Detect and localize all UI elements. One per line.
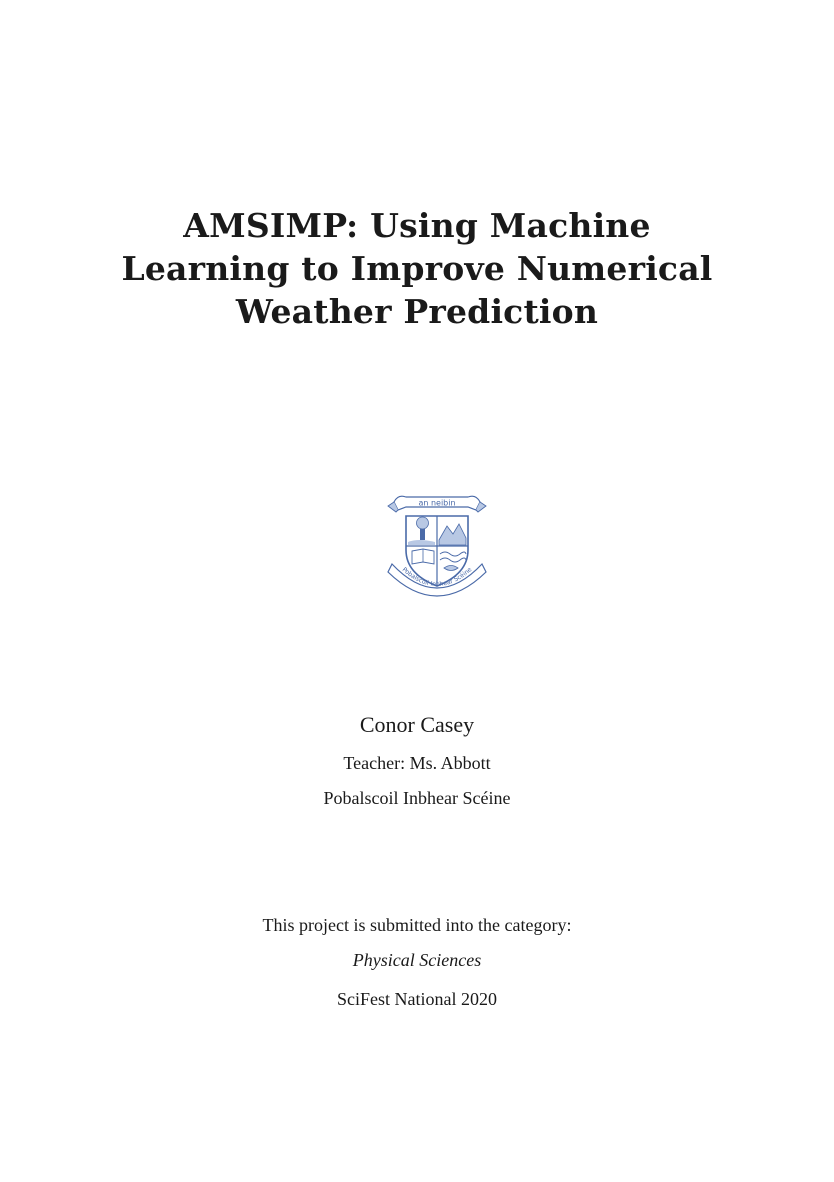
teacher-name: Teacher: Ms. Abbott	[343, 753, 491, 773]
submission-intro: This project is submitted into the category:	[262, 915, 572, 935]
crest-banner-text: an neibin	[418, 498, 456, 508]
title-line-2: Learning to Improve Numerical	[121, 249, 713, 288]
author-name: Conor Casey	[359, 712, 475, 737]
school-name: Pobalscoil Inbhear Scéine	[323, 788, 511, 808]
title-line-3: Weather Prediction	[235, 292, 599, 331]
submission-event: SciFest National 2020	[337, 989, 497, 1009]
school-crest-logo	[384, 488, 490, 608]
crest-arc-text: Pobalscoil Inbhear Scéine	[400, 566, 474, 589]
title-line-1: AMSIMP: Using Machine	[183, 206, 651, 245]
project-title	[0, 204, 834, 333]
submission-category: Physical Sciences	[352, 950, 482, 970]
